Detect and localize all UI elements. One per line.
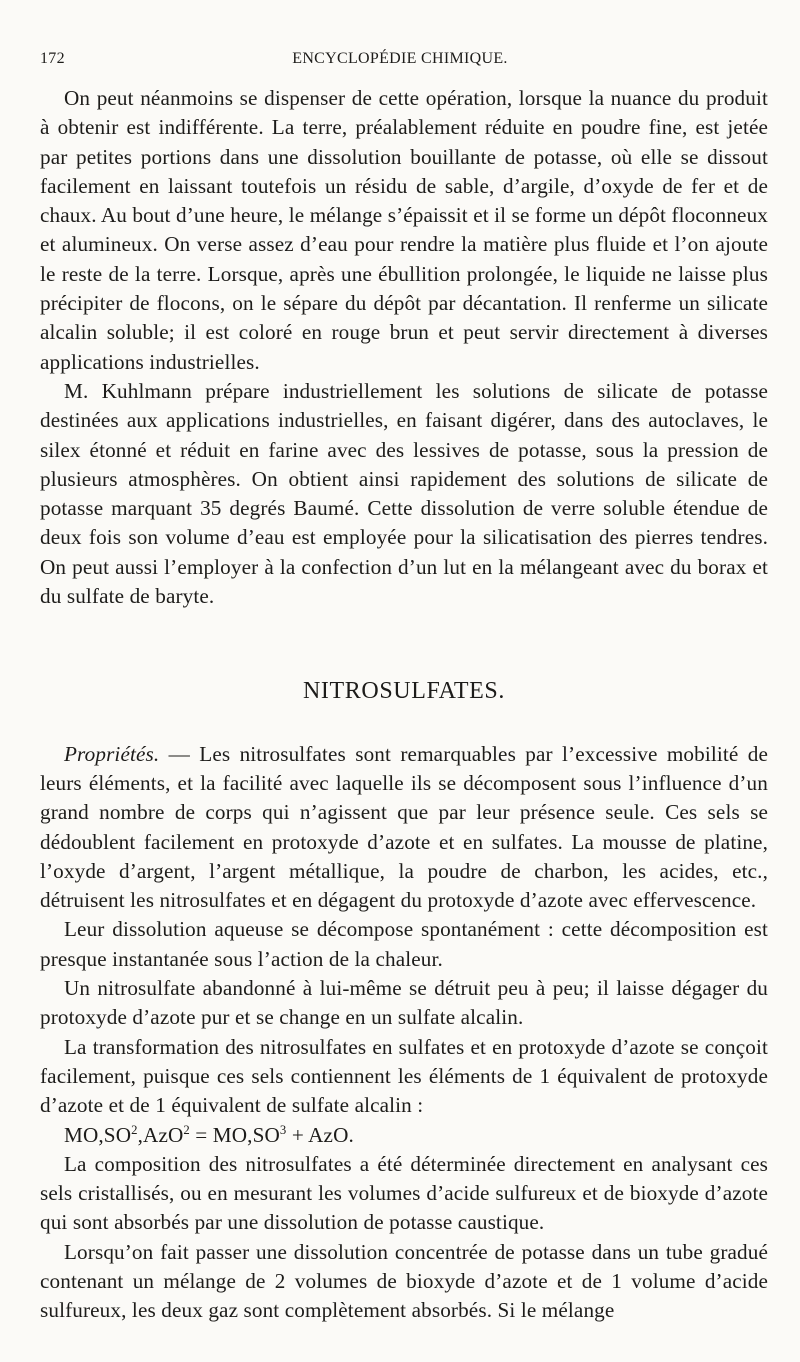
page-header: [40, 50, 760, 74]
properties-text: — Les nitrosulfates sont remarquables par l’excessive mobilité de leurs éléments, et la facilité avec laquelle ils se décomposent sous l’influence d’un grand nombre de corps qui n’agissent que par leur présence seule. Ces sels se dédoublent facilement en protoxyde d’azote et en sulfates. La mousse de platine, l’oxyde d’argent, l’argent métallique, la poudre de charbon, les acides, etc., détruisent les nitrosulfates et en dégagent du protoxyde d’azote avec effervescence.: [40, 741, 768, 913]
chemical-equation: [40, 1121, 768, 1150]
formula-superscript: 2: [131, 1122, 138, 1137]
paragraph-aqueous-decomposition: Leur dissolution aqueuse se décompose spontanément : cette décomposition est presque instantanée sous l’action de la chaleur.: [40, 917, 768, 971]
formula-superscript: 2: [183, 1122, 190, 1137]
paragraph-earth-dissolution: On peut néanmoins se dispenser de cette opération, lorsque la nuance du produit à obtenir est indifférente. La terre, préalablement réduite en poudre fine, est jetée par petites portions dans une dissolution bouillante de potasse, où elle se dissout facilement en laissant toutefois un résidu de sable, d’argile, d’oxyde de fer et de chaux. Au bout d’une heure, le mélange s’épaissit et il se forme un dépôt floconneux et alumineux. On verse assez d’eau pour rendre la matière plus fluide et l’on ajoute le reste de la terre. Lorsque, après une ébullition prolongée, le liquide ne laisse plus précipiter de flocons, on le sépare du dépôt par décantation. Il renferme un silicate alcalin soluble; il est coloré en rouge brun et peut servir directement à diverses applications industrielles.: [40, 86, 768, 374]
formula-part: = MO,SO: [189, 1122, 280, 1147]
formula-part: MO,SO: [64, 1122, 132, 1147]
page-number: 172: [40, 50, 65, 67]
formula-superscript: 3: [279, 1122, 287, 1137]
formula-part: + AzO.: [286, 1122, 354, 1147]
formula-part: ,AzO: [137, 1122, 184, 1147]
paragraph-kuhlmann: M. Kuhlmann prépare industriellement les solutions de silicate de potasse destinées aux applications industrielles, en faisant digérer, dans des autoclaves, le silex étonné et réduit en farine avec des lessives de potasse, sous la pression de plusieurs atmosphères. On obtient ainsi rapidement des solutions de silicate de potasse marquant 35 degrés Baumé. Cette dissolution de verre soluble étendue de deux fois son volume d’eau est employée pour la silicatisation des pierres tendres. On peut aussi l’employer à la confection d’un lut en la mélangeant avec du borax et du sulfate de baryte.: [40, 378, 768, 609]
paragraph-spontaneous-decomposition: Un nitrosulfate abandonné à lui-même se détruit peu à peu; il laisse dégager du protoxyde d’azote pur et se change en un sulfate alcalin.: [40, 976, 768, 1030]
paragraph-potash-tube: Lorsqu’on fait passer une dissolution concentrée de potasse dans un tube gradué contenant un mélange de 2 volumes de bioxyde d’azote et de 1 volume d’acide sulfureux, les deux gaz sont complètement absorbés. Si le mélange: [40, 1239, 768, 1323]
running-title: ENCYCLOPÉDIE CHIMIQUE.: [292, 50, 508, 67]
page-body: [40, 84, 768, 1326]
paragraph-properties: [40, 740, 768, 916]
paragraph-composition: La composition des nitrosulfates a été déterminée directement en analysant ces sels cristallisés, ou en mesurant les volumes d’acide sulfureux et de bioxyde d’azote qui sont absorbés par une dissolution de potasse caustique.: [40, 1151, 768, 1235]
section-title: NITROSULFATES.: [303, 678, 505, 705]
paragraph-transformation: La transformation des nitrosulfates en sulfates et en protoxyde d’azote se conçoit facilement, puisque ces sels contiennent les éléments de 1 équivalent de protoxyde d’azote et de 1 équivalent de sulfate alcalin :: [40, 1034, 768, 1118]
properties-lead: Propriétés.: [64, 741, 160, 766]
